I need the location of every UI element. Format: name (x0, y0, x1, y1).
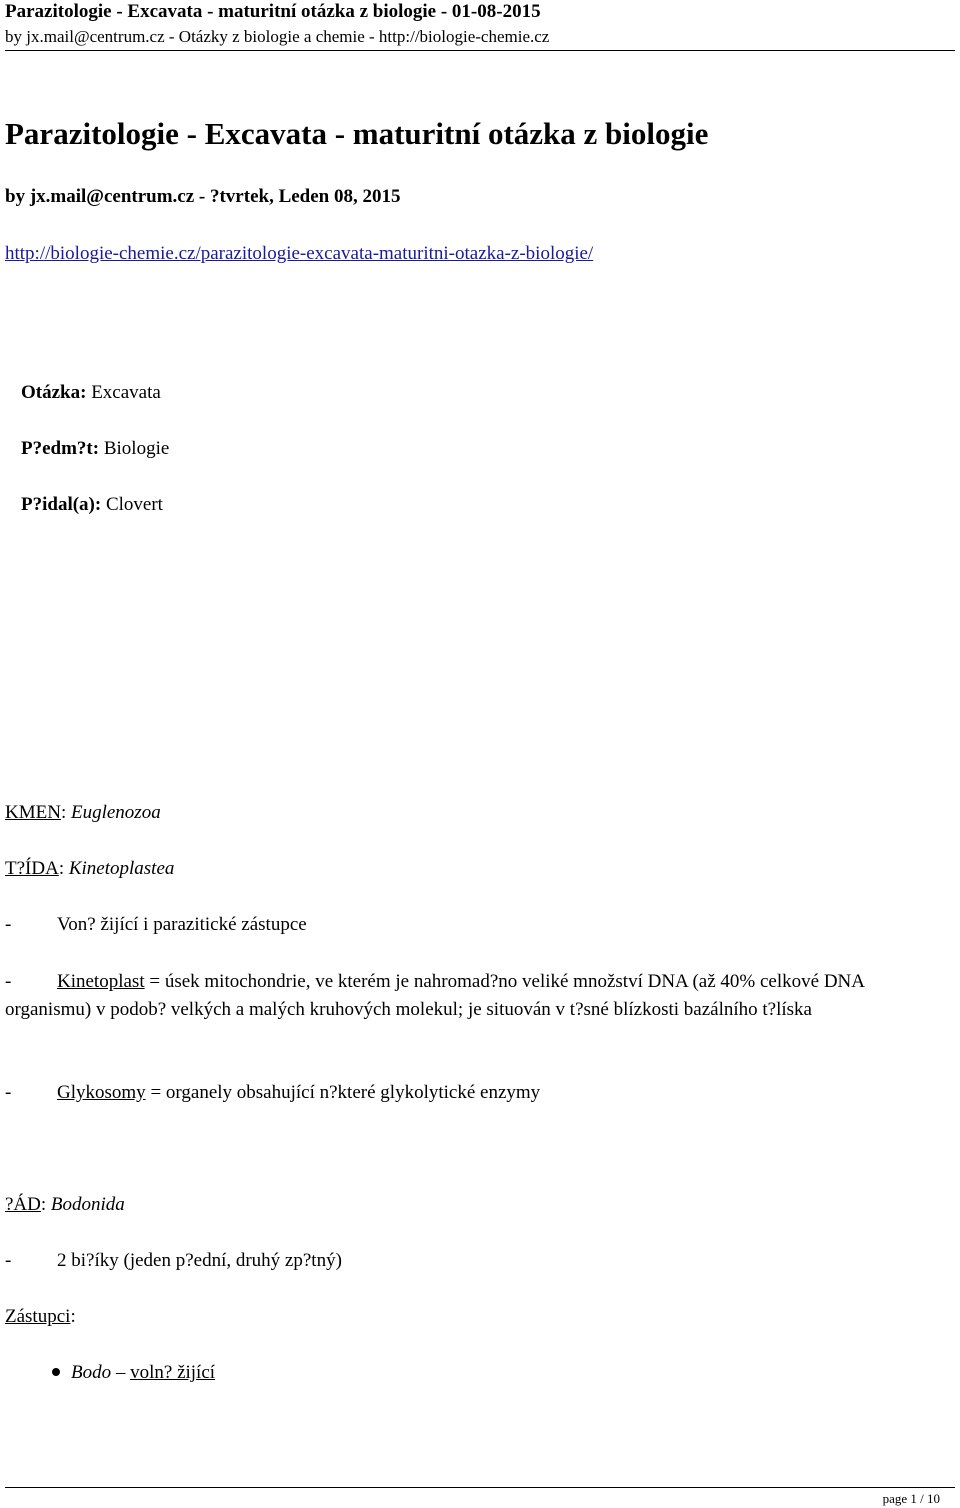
list-item-line2: - 2 bi?íky (jeden p?ední, druhý zp?tný) (5, 1250, 342, 1271)
kmen-line: KMEN: Euglenozoa (5, 802, 161, 823)
meta-subject (21, 438, 169, 460)
bullet-icon (52, 1368, 60, 1376)
footer-divider (5, 1487, 955, 1488)
list-item-kinetoplast: - Kinetoplast = úsek mitochondrie, ve kterém je nahromad?no veliké množství DNA (až 40% celkové DNA organismu) v podob? velkých a malých kruhových molekul; je situován v t?sné blízkosti bazálního t?líska (5, 971, 864, 1020)
subject-value: Biologie (103, 438, 170, 459)
bullet-link[interactable]: voln? žijící (130, 1362, 216, 1383)
line1-text: Von? žijící i parazitické zástupce (57, 914, 307, 935)
rad-value: Bodonida (50, 1194, 125, 1215)
bullet-name: Bodo (71, 1362, 112, 1383)
byline: by jx.mail@centrum.cz - ?tvrtek, Leden 08, 2015 (5, 186, 401, 207)
document-title: Parazitologie - Excavata - maturitní otázka z biologie (5, 116, 709, 151)
header-divider (5, 50, 955, 51)
article-url-link[interactable]: http://biologie-chemie.cz/parazitologie-excavata-maturitni-otazka-z-biologie/ (5, 243, 594, 264)
kinetoplast-term: Kinetoplast (57, 971, 145, 992)
question-value: Excavata (91, 382, 161, 403)
line2-text: 2 bi?íky (jeden p?ední, druhý zp?tný) (57, 1250, 342, 1271)
header-title: Parazitologie - Excavata - maturitní otázka z biologie - 01-08-2015 (5, 1, 541, 22)
trida-line: T?ÍDA: Kinetoplastea (5, 858, 175, 879)
question-label: Otázka: (21, 382, 87, 403)
author-label: P?idal(a): (21, 494, 102, 515)
page-number: page 1 / 10 (882, 1491, 940, 1506)
kmen-value: Euglenozoa (70, 802, 161, 823)
rad-line: ?ÁD: Bodonida (5, 1194, 125, 1215)
kinetoplast-text: = úsek mitochondrie, ve kterém je nahromad?no veliké množství DNA (až 40% celkové DNA organismu) v podob? velkých a malých kruhových molekul; je situován v t?sné blízkosti bazálního t?líska (5, 971, 864, 1020)
meta-author (21, 494, 163, 516)
glykosomy-text: = organely obsahující n?které glykolytické enzymy (145, 1082, 541, 1103)
kmen-label: KMEN (5, 802, 61, 823)
list-item-bodo (71, 1362, 215, 1384)
list-item-glykosomy: - Glykosomy = organely obsahující n?které glykolytické enzymy (5, 1082, 541, 1103)
zastupci-label: Zástupci (5, 1306, 71, 1327)
trida-label: T?ÍDA (5, 858, 59, 879)
author-value: Clovert (105, 494, 163, 515)
zastupci-line: Zástupci: (5, 1306, 76, 1327)
trida-value: Kinetoplastea (68, 858, 175, 879)
list-item-line1: - Von? žijící i parazitické zástupce (5, 914, 307, 935)
header-subtitle: by jx.mail@centrum.cz - Otázky z biologie a chemie - http://biologie-chemie.cz (5, 27, 550, 46)
bullet-separator: – (111, 1362, 131, 1383)
subject-label: P?edm?t: (21, 438, 100, 459)
glykosomy-term: Glykosomy (57, 1082, 146, 1103)
meta-question (21, 382, 161, 404)
rad-label: ?ÁD (5, 1194, 41, 1215)
